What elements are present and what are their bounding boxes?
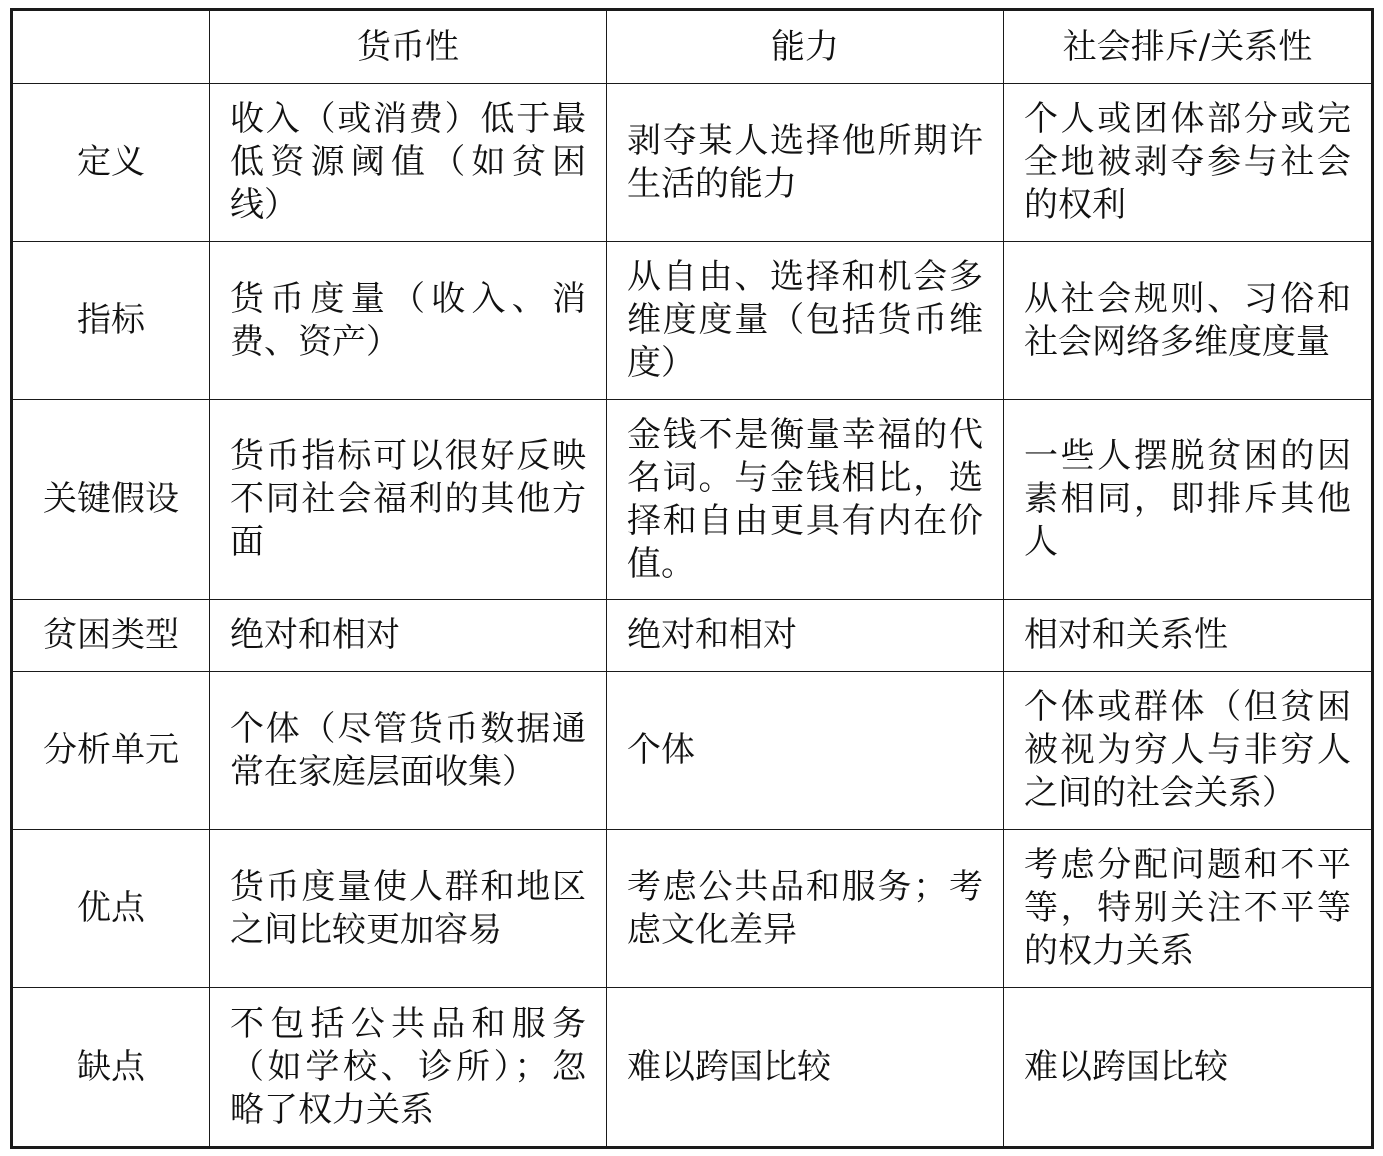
table-cell: 个体（尽管货币数据通常在家庭层面收集） — [210, 672, 607, 830]
table-cell: 金钱不是衡量幸福的代名词。与金钱相比，选择和自由更具有内在价值。 — [607, 400, 1004, 600]
header-row — [12, 10, 1373, 84]
table-row-disadvantages — [12, 988, 1373, 1148]
table-row-indicator — [12, 242, 1373, 400]
table-cell: 个体或群体（但贫困被视为穷人与非穷人之间的社会关系） — [1004, 672, 1373, 830]
row-label: 贫困类型 — [12, 600, 210, 672]
table-cell: 绝对和相对 — [607, 600, 1004, 672]
table-cell: 绝对和相对 — [210, 600, 607, 672]
table-cell: 相对和关系性 — [1004, 600, 1373, 672]
table-cell: 考虑公共品和服务；考虑文化差异 — [607, 830, 1004, 988]
table-cell: 货币度量使人群和地区之间比较更加容易 — [210, 830, 607, 988]
row-label: 关键假设 — [12, 400, 210, 600]
table-cell: 个人或团体部分或完全地被剥夺参与社会的权利 — [1004, 84, 1373, 242]
row-label: 优点 — [12, 830, 210, 988]
table-cell: 一些人摆脱贫困的因素相同，即排斥其他人 — [1004, 400, 1373, 600]
table-cell: 个体 — [607, 672, 1004, 830]
table-cell: 考虑分配问题和不平等，特别关注不平等的权力关系 — [1004, 830, 1373, 988]
table-row-unit-of-analysis — [12, 672, 1373, 830]
table-row-advantages — [12, 830, 1373, 988]
header-corner — [12, 10, 210, 84]
row-label: 缺点 — [12, 988, 210, 1148]
header-monetary: 货币性 — [210, 10, 607, 84]
table-cell: 不包括公共品和服务（如学校、诊所）；忽略了权力关系 — [210, 988, 607, 1148]
table-cell: 货币度量（收入、消费、资产） — [210, 242, 607, 400]
table-cell: 难以跨国比较 — [1004, 988, 1373, 1148]
header-capability: 能力 — [607, 10, 1004, 84]
table-cell: 难以跨国比较 — [607, 988, 1004, 1148]
table-cell: 剥夺某人选择他所期许生活的能力 — [607, 84, 1004, 242]
poverty-comparison-table — [10, 8, 1374, 1149]
table-row-definition — [12, 84, 1373, 242]
row-label: 分析单元 — [12, 672, 210, 830]
header-social-exclusion: 社会排斥/关系性 — [1004, 10, 1373, 84]
table-row-poverty-type — [12, 600, 1373, 672]
table-cell: 从自由、选择和机会多维度度量（包括货币维度） — [607, 242, 1004, 400]
table-cell: 货币指标可以很好反映不同社会福利的其他方面 — [210, 400, 607, 600]
table-cell: 收入（或消费）低于最低资源阈值（如贫困线） — [210, 84, 607, 242]
row-label: 指标 — [12, 242, 210, 400]
table-cell: 从社会规则、习俗和社会网络多维度度量 — [1004, 242, 1373, 400]
row-label: 定义 — [12, 84, 210, 242]
table-row-key-assumption — [12, 400, 1373, 600]
